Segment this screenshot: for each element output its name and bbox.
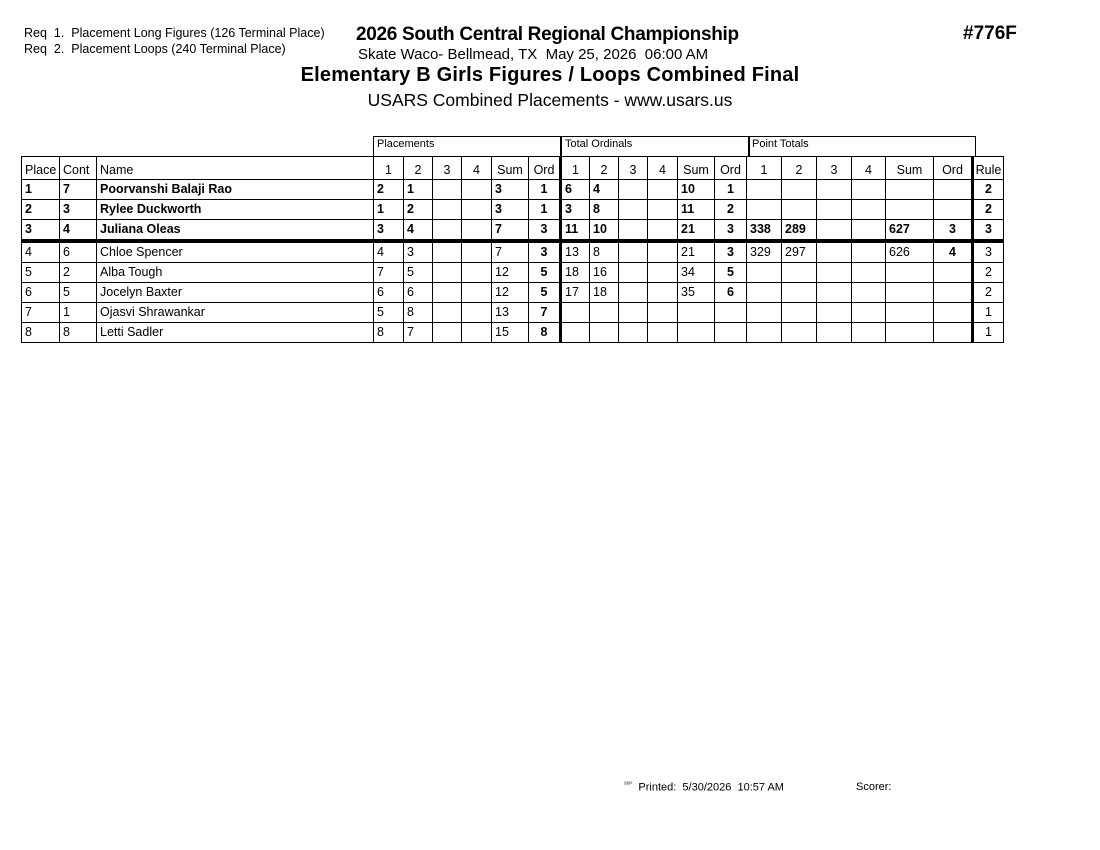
table-row (22, 303, 1004, 323)
cell-ordinal-ord: 3 (715, 220, 747, 242)
cell-placement-2: 3 (404, 241, 433, 263)
cell-place: 4 (22, 241, 60, 263)
cell-placement-ord: 1 (529, 200, 561, 220)
table-row (22, 180, 1004, 200)
cell-points-sum (886, 180, 934, 200)
header-row (22, 157, 1004, 180)
cell-rule: 3 (973, 220, 1004, 242)
cell-points-4 (852, 263, 886, 283)
cell-placement-2: 8 (404, 303, 433, 323)
cell-placement-2: 1 (404, 180, 433, 200)
cell-ordinal-4 (648, 283, 678, 303)
cell-points-ord (934, 263, 973, 283)
cell-placement-4 (462, 180, 492, 200)
page-subtitle: USARS Combined Placements - www.usars.us (367, 90, 733, 110)
cell-points-sum: 626 (886, 241, 934, 263)
cell-points-3 (817, 323, 852, 343)
cell-placement-3 (433, 303, 462, 323)
cell-placement-2: 4 (404, 220, 433, 242)
table-row (22, 323, 1004, 343)
cell-placement-sum: 7 (492, 241, 529, 263)
cell-points-3 (817, 220, 852, 242)
cell-ordinal-ord: 6 (715, 283, 747, 303)
cell-placement-1: 6 (374, 283, 404, 303)
cell-cont: 1 (60, 303, 97, 323)
cell-placement-1: 4 (374, 241, 404, 263)
cell-name: Juliana Oleas (97, 220, 374, 242)
cell-placement-3 (433, 263, 462, 283)
cell-ordinal-sum: 21 (678, 241, 715, 263)
cell-ordinal-2: 10 (590, 220, 619, 242)
cell-rule: 2 (973, 200, 1004, 220)
printed-stamp (624, 781, 784, 794)
cell-points-4 (852, 323, 886, 343)
cell-ordinal-3 (619, 263, 648, 283)
cell-ordinal-1: 17 (561, 283, 590, 303)
cell-placement-2: 7 (404, 323, 433, 343)
cell-points-ord (934, 180, 973, 200)
cell-points-3 (817, 200, 852, 220)
col-placement-2: 2 (404, 157, 433, 180)
col-ordinal-ord: Ord (715, 157, 747, 180)
cell-placement-1: 5 (374, 303, 404, 323)
table-row (22, 283, 1004, 303)
cell-place: 8 (22, 323, 60, 343)
cell-points-2 (782, 283, 817, 303)
cell-placement-1: 3 (374, 220, 404, 242)
cell-ordinal-2: 8 (590, 200, 619, 220)
col-points-sum: Sum (886, 157, 934, 180)
cell-cont: 6 (60, 241, 97, 263)
cell-placement-4 (462, 263, 492, 283)
cell-ordinal-sum: 34 (678, 263, 715, 283)
cell-ordinal-1: 18 (561, 263, 590, 283)
cell-ordinal-3 (619, 180, 648, 200)
cell-ordinal-2: 18 (590, 283, 619, 303)
cell-place: 5 (22, 263, 60, 283)
tiny-mark: ²³²⁰ (624, 782, 633, 788)
cell-points-1 (747, 200, 782, 220)
col-ordinal-3: 3 (619, 157, 648, 180)
cell-name: Jocelyn Baxter (97, 283, 374, 303)
cell-cont: 3 (60, 200, 97, 220)
col-placement-3: 3 (433, 157, 462, 180)
cell-placement-ord: 1 (529, 180, 561, 200)
cell-placement-1: 1 (374, 200, 404, 220)
table-row (22, 220, 1004, 242)
cell-placement-4 (462, 323, 492, 343)
cell-ordinal-1: 13 (561, 241, 590, 263)
cell-rule: 1 (973, 323, 1004, 343)
cell-points-sum (886, 200, 934, 220)
cell-placement-3 (433, 180, 462, 200)
cell-placement-ord: 7 (529, 303, 561, 323)
cell-ordinal-3 (619, 200, 648, 220)
col-points-ord: Ord (934, 157, 973, 180)
cell-points-ord (934, 303, 973, 323)
cell-cont: 5 (60, 283, 97, 303)
cell-points-4 (852, 303, 886, 323)
col-ordinal-sum: Sum (678, 157, 715, 180)
cell-points-3 (817, 283, 852, 303)
cell-cont: 4 (60, 220, 97, 242)
cell-ordinal-2: 4 (590, 180, 619, 200)
col-points-4: 4 (852, 157, 886, 180)
cell-ordinal-4 (648, 241, 678, 263)
group-total-ordinals: Total Ordinals (561, 136, 750, 156)
cell-placement-1: 8 (374, 323, 404, 343)
event-number: #776F (963, 23, 1017, 44)
cell-placement-1: 2 (374, 180, 404, 200)
cell-placement-3 (433, 200, 462, 220)
cell-points-1 (747, 283, 782, 303)
cell-name: Poorvanshi Balaji Rao (97, 180, 374, 200)
cell-placement-4 (462, 241, 492, 263)
cell-points-ord: 4 (934, 241, 973, 263)
cell-placement-3 (433, 323, 462, 343)
cell-place: 2 (22, 200, 60, 220)
cell-place: 7 (22, 303, 60, 323)
cell-points-sum (886, 263, 934, 283)
cell-points-ord (934, 323, 973, 343)
cell-ordinal-ord: 2 (715, 200, 747, 220)
cell-ordinal-ord: 1 (715, 180, 747, 200)
cell-name: Rylee Duckworth (97, 200, 374, 220)
cell-placement-4 (462, 220, 492, 242)
cell-placement-sum: 12 (492, 263, 529, 283)
cell-points-4 (852, 283, 886, 303)
col-placement-sum: Sum (492, 157, 529, 180)
col-cont: Cont (60, 157, 97, 180)
cell-placement-4 (462, 283, 492, 303)
cell-ordinal-ord (715, 323, 747, 343)
cell-ordinal-3 (619, 323, 648, 343)
cell-points-ord (934, 283, 973, 303)
cell-ordinal-sum: 21 (678, 220, 715, 242)
cell-points-1: 329 (747, 241, 782, 263)
cell-placement-ord: 5 (529, 263, 561, 283)
cell-ordinal-3 (619, 303, 648, 323)
col-placement-ord: Ord (529, 157, 561, 180)
cell-points-sum (886, 283, 934, 303)
col-ordinal-1: 1 (561, 157, 590, 180)
cell-placement-sum: 3 (492, 200, 529, 220)
col-placement-4: 4 (462, 157, 492, 180)
table-row (22, 241, 1004, 263)
cell-points-4 (852, 220, 886, 242)
col-place: Place (22, 157, 60, 180)
cell-points-1 (747, 303, 782, 323)
cell-placement-ord: 3 (529, 220, 561, 242)
cell-name: Ojasvi Shrawankar (97, 303, 374, 323)
cell-ordinal-ord (715, 303, 747, 323)
cell-cont: 7 (60, 180, 97, 200)
cell-placement-sum: 3 (492, 180, 529, 200)
cell-points-4 (852, 180, 886, 200)
cell-points-2 (782, 323, 817, 343)
cell-placement-4 (462, 303, 492, 323)
col-placement-1: 1 (374, 157, 404, 180)
cell-points-1 (747, 180, 782, 200)
cell-points-3 (817, 263, 852, 283)
venue-date: Skate Waco- Bellmead, TX May 25, 2026 06:00 AM (358, 46, 709, 63)
cell-ordinal-3 (619, 283, 648, 303)
cell-ordinal-4 (648, 303, 678, 323)
cell-points-4 (852, 200, 886, 220)
col-points-1: 1 (747, 157, 782, 180)
championship-title: 2026 South Central Regional Championship (356, 24, 739, 45)
cell-points-2 (782, 303, 817, 323)
col-points-2: 2 (782, 157, 817, 180)
cell-points-2 (782, 180, 817, 200)
cell-ordinal-2: 16 (590, 263, 619, 283)
cell-ordinal-sum: 10 (678, 180, 715, 200)
scorer-label: Scorer: (856, 781, 892, 793)
cell-placement-sum: 12 (492, 283, 529, 303)
cell-points-4 (852, 241, 886, 263)
cell-ordinal-2: 8 (590, 241, 619, 263)
cell-placement-3 (433, 283, 462, 303)
cell-ordinal-ord: 5 (715, 263, 747, 283)
cell-ordinal-3 (619, 241, 648, 263)
cell-points-2: 297 (782, 241, 817, 263)
cell-placement-sum: 7 (492, 220, 529, 242)
cell-ordinal-4 (648, 180, 678, 200)
cell-placement-2: 6 (404, 283, 433, 303)
cell-placement-sum: 13 (492, 303, 529, 323)
cell-rule: 2 (973, 180, 1004, 200)
cell-ordinal-1: 11 (561, 220, 590, 242)
page-title: Elementary B Girls Figures / Loops Combined Final (300, 64, 800, 86)
cell-ordinal-sum: 11 (678, 200, 715, 220)
cell-points-1 (747, 263, 782, 283)
cell-rule: 3 (973, 241, 1004, 263)
printed-date: Printed: 5/30/2026 10:57 AM (638, 781, 784, 794)
cell-points-sum: 627 (886, 220, 934, 242)
cell-place: 3 (22, 220, 60, 242)
cell-points-2 (782, 263, 817, 283)
cell-cont: 2 (60, 263, 97, 283)
cell-points-ord: 3 (934, 220, 973, 242)
cell-place: 1 (22, 180, 60, 200)
cell-points-1 (747, 323, 782, 343)
cell-placement-sum: 15 (492, 323, 529, 343)
cell-rule: 2 (973, 263, 1004, 283)
cell-ordinal-sum (678, 303, 715, 323)
col-ordinal-2: 2 (590, 157, 619, 180)
cell-ordinal-sum: 35 (678, 283, 715, 303)
table-row (22, 200, 1004, 220)
cell-ordinal-4 (648, 200, 678, 220)
cell-points-3 (817, 241, 852, 263)
cell-ordinal-1: 6 (561, 180, 590, 200)
col-rule: Rule (973, 157, 1004, 180)
cell-points-3 (817, 180, 852, 200)
cell-cont: 8 (60, 323, 97, 343)
results-table (21, 156, 1004, 343)
cell-ordinal-4 (648, 323, 678, 343)
cell-name: Chloe Spencer (97, 241, 374, 263)
cell-placement-ord: 8 (529, 323, 561, 343)
cell-placement-4 (462, 200, 492, 220)
cell-ordinal-1: 3 (561, 200, 590, 220)
cell-points-sum (886, 303, 934, 323)
group-placements: Placements (373, 136, 561, 156)
cell-points-ord (934, 200, 973, 220)
table-row (22, 263, 1004, 283)
cell-points-3 (817, 303, 852, 323)
cell-ordinal-3 (619, 220, 648, 242)
cell-name: Letti Sadler (97, 323, 374, 343)
cell-points-sum (886, 323, 934, 343)
cell-placement-2: 2 (404, 200, 433, 220)
cell-placement-ord: 3 (529, 241, 561, 263)
cell-placement-3 (433, 220, 462, 242)
cell-ordinal-1 (561, 323, 590, 343)
cell-ordinal-2 (590, 323, 619, 343)
cell-rule: 2 (973, 283, 1004, 303)
cell-placement-3 (433, 241, 462, 263)
requirement-2: Req 2. Placement Loops (240 Terminal Place) (24, 42, 286, 56)
col-name: Name (97, 157, 374, 180)
cell-placement-2: 5 (404, 263, 433, 283)
cell-name: Alba Tough (97, 263, 374, 283)
cell-place: 6 (22, 283, 60, 303)
group-point-totals: Point Totals (748, 136, 976, 156)
cell-rule: 1 (973, 303, 1004, 323)
col-ordinal-4: 4 (648, 157, 678, 180)
cell-ordinal-4 (648, 220, 678, 242)
cell-placement-1: 7 (374, 263, 404, 283)
cell-ordinal-1 (561, 303, 590, 323)
cell-points-1: 338 (747, 220, 782, 242)
cell-ordinal-ord: 3 (715, 241, 747, 263)
cell-placement-ord: 5 (529, 283, 561, 303)
cell-ordinal-4 (648, 263, 678, 283)
cell-ordinal-sum (678, 323, 715, 343)
col-points-3: 3 (817, 157, 852, 180)
requirement-1: Req 1. Placement Long Figures (126 Terminal Place) (24, 26, 325, 40)
cell-points-2: 289 (782, 220, 817, 242)
cell-ordinal-2 (590, 303, 619, 323)
cell-points-2 (782, 200, 817, 220)
